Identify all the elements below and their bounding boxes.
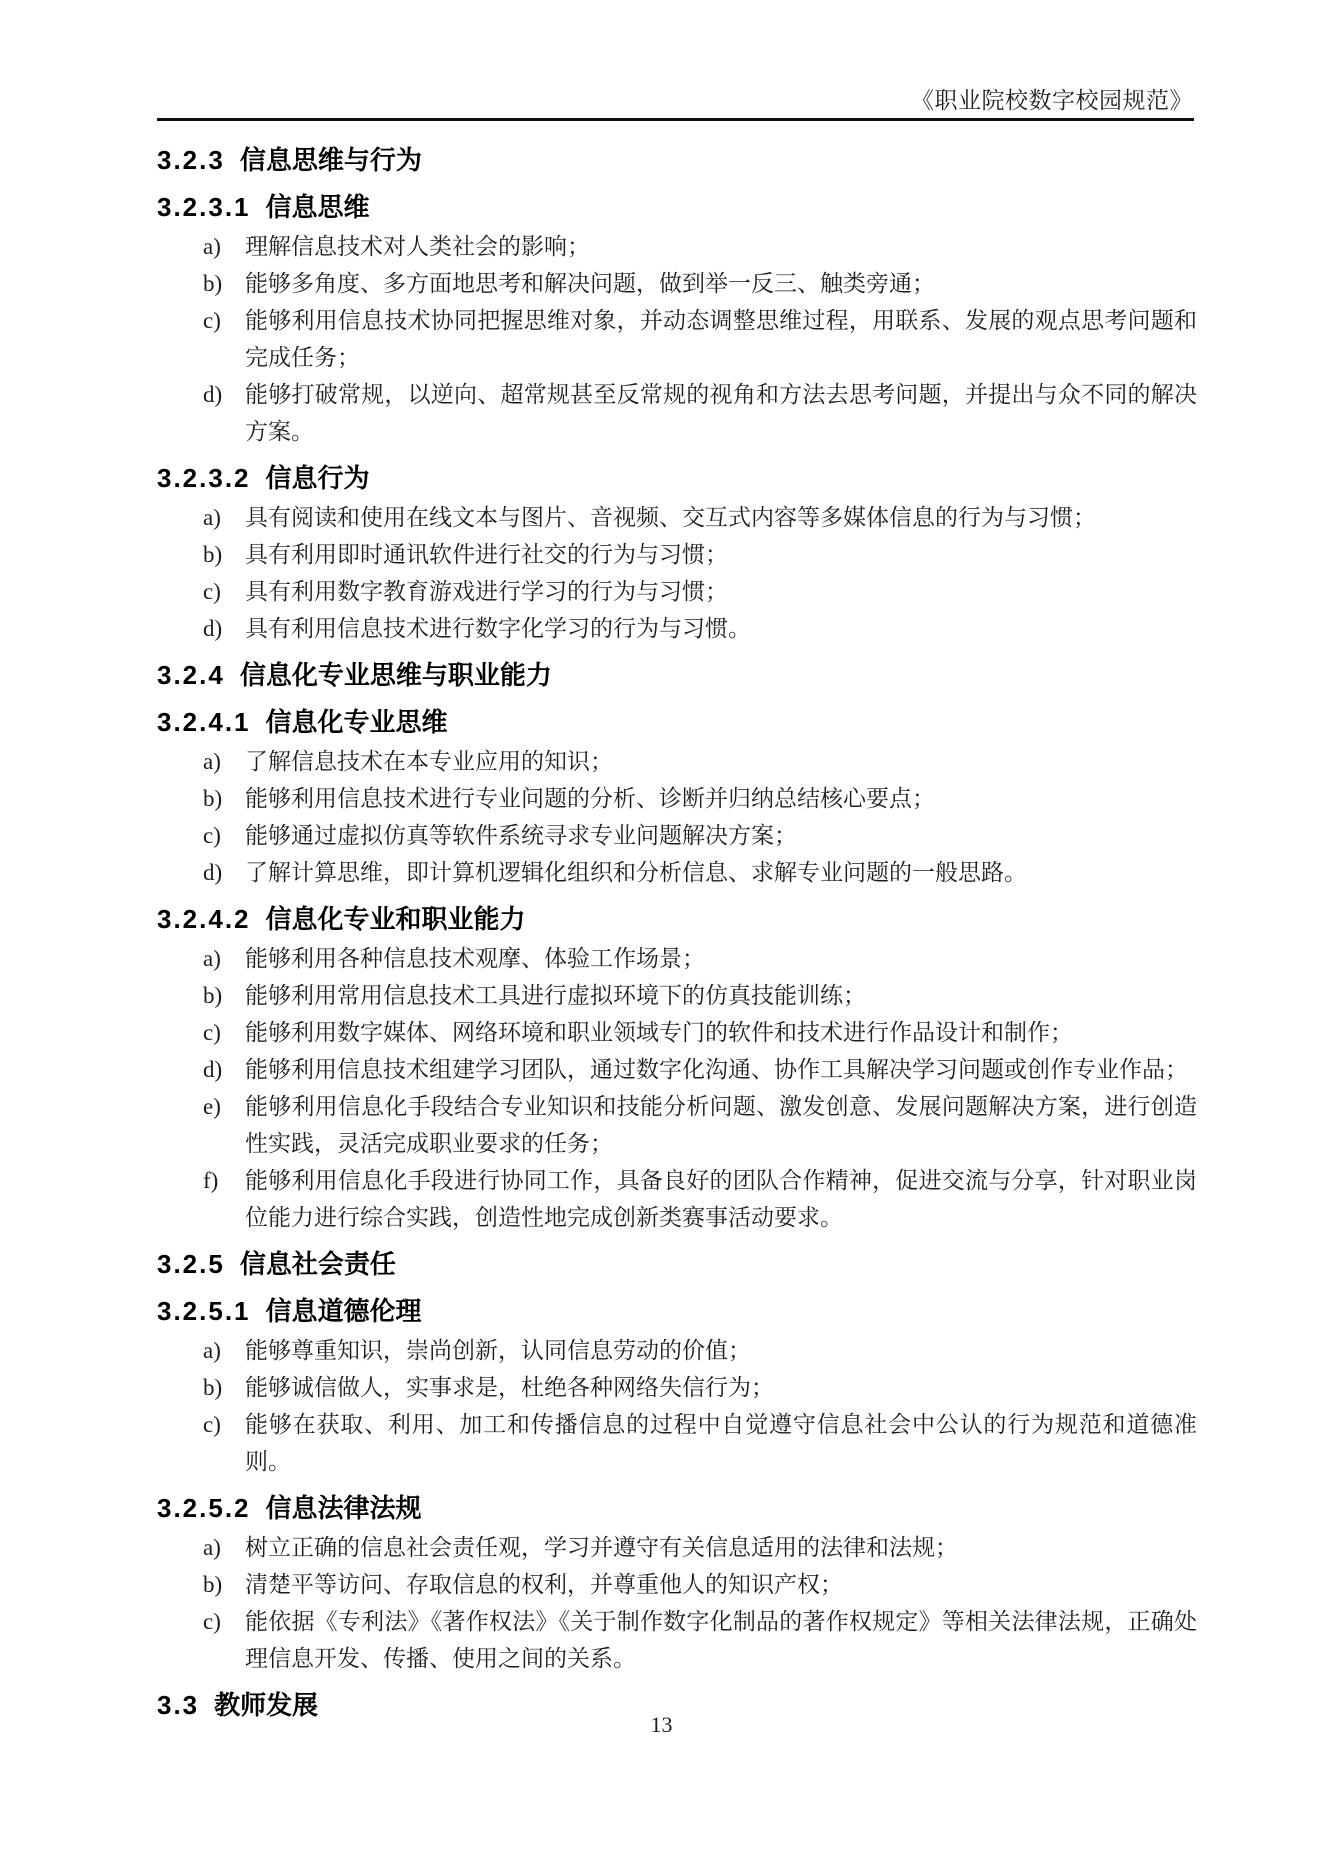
- section-heading-3-2-3-1: [157, 189, 1197, 226]
- list-item-text: 理解信息技术对人类社会的影响；: [245, 234, 590, 259]
- ordered-list-3-2-4-1: [157, 743, 1197, 891]
- section-title: 信息法律法规: [265, 1493, 422, 1523]
- list-item: [157, 854, 1197, 891]
- list-item: [157, 1529, 1197, 1566]
- list-item-marker: a): [203, 749, 221, 774]
- list-item-marker: d): [203, 1057, 223, 1082]
- list-item: [157, 977, 1197, 1014]
- list-item-text: 能够利用数字媒体、网络环境和职业领域专门的软件和技术进行作品设计和制作；: [245, 1020, 1073, 1045]
- list-item: [157, 1369, 1197, 1406]
- section-title: 信息思维与行为: [239, 145, 422, 175]
- ordered-list-3-2-3-1: [157, 228, 1197, 450]
- list-item: [157, 1162, 1197, 1236]
- list-item-marker: a): [203, 1338, 221, 1363]
- list-item: [157, 499, 1197, 536]
- list-item-marker: a): [203, 505, 221, 530]
- list-item: [157, 817, 1197, 854]
- section-heading-3-2-3-2: [157, 460, 1197, 497]
- ordered-list-3-2-5-2: [157, 1529, 1197, 1677]
- list-item-marker: f): [203, 1168, 219, 1193]
- list-item: [157, 536, 1197, 573]
- section-heading-3-2-3: [157, 142, 1197, 179]
- section-number: 3.2.3: [157, 145, 225, 175]
- section-number: 3.2.3.2: [157, 463, 251, 493]
- list-item-text: 具有利用数字教育游戏进行学习的行为与习惯；: [245, 579, 728, 604]
- list-item-marker: b): [203, 542, 223, 567]
- list-item-marker: b): [203, 983, 223, 1008]
- list-item: [157, 743, 1197, 780]
- list-item-marker: c): [203, 823, 221, 848]
- section-heading-3-2-5-1: [157, 1293, 1197, 1330]
- section-title: 信息思维: [265, 192, 370, 222]
- list-item: [157, 1603, 1197, 1677]
- section-heading-3-2-5-2: [157, 1490, 1197, 1527]
- list-item-text: 了解计算思维，即计算机逻辑化组织和分析信息、求解专业问题的一般思路。: [245, 860, 1027, 885]
- section-title: 信息社会责任: [239, 1249, 396, 1279]
- section-title: 信息化专业和职业能力: [265, 904, 526, 934]
- section-number: 3.2.3.1: [157, 192, 251, 222]
- list-item-text: 能够通过虚拟仿真等软件系统寻求专业问题解决方案；: [245, 823, 797, 848]
- section-number: 3.3: [157, 1690, 200, 1720]
- list-item-text: 能依据《专利法》《著作权法》《关于制作数字化制品的著作权规定》等相关法律法规，正确处理信息开发、传播、使用之间的关系。: [245, 1609, 1197, 1671]
- list-item-marker: b): [203, 786, 223, 811]
- list-item-text: 树立正确的信息社会责任观，学习并遵守有关信息适用的法律和法规；: [245, 1535, 958, 1560]
- section-heading-3-2-4: [157, 657, 1197, 694]
- list-item: [157, 1566, 1197, 1603]
- header-rule: [157, 118, 1194, 121]
- section-title: 信息化专业思维: [265, 707, 448, 737]
- list-item: [157, 302, 1197, 376]
- list-item-marker: b): [203, 1375, 223, 1400]
- ordered-list-3-2-3-2: [157, 499, 1197, 647]
- list-item-text: 了解信息技术在本专业应用的知识；: [245, 749, 613, 774]
- list-item-marker: c): [203, 1609, 221, 1634]
- list-item-text: 能够打破常规，以逆向、超常规甚至反常规的视角和方法去思考问题，并提出与众不同的解决方案。: [245, 382, 1197, 444]
- section-heading-3-2-4-1: [157, 704, 1197, 741]
- list-item-marker: d): [203, 382, 223, 407]
- list-item-marker: d): [203, 860, 223, 885]
- list-item-text: 能够利用信息化手段结合专业知识和技能分析问题、激发创意、发展问题解决方案，进行创造性实践，灵活完成职业要求的任务；: [245, 1094, 1197, 1156]
- section-number: 3.2.4.2: [157, 904, 251, 934]
- list-item: [157, 228, 1197, 265]
- page-content: [157, 132, 1197, 1726]
- section-number: 3.2.5.1: [157, 1296, 251, 1326]
- ordered-list-3-2-5-1: [157, 1332, 1197, 1480]
- list-item-marker: c): [203, 579, 221, 604]
- list-item-text: 能够在获取、利用、加工和传播信息的过程中自觉遵守信息社会中公认的行为规范和道德准则。: [245, 1412, 1197, 1474]
- list-item: [157, 1051, 1197, 1088]
- list-item: [157, 940, 1197, 977]
- list-item: [157, 610, 1197, 647]
- section-title: 教师发展: [214, 1690, 319, 1720]
- list-item: [157, 573, 1197, 610]
- section-heading-3-2-5: [157, 1246, 1197, 1283]
- list-item-marker: c): [203, 1412, 221, 1437]
- list-item-text: 能够利用信息技术协同把握思维对象，并动态调整思维过程，用联系、发展的观点思考问题和完成任务；: [245, 308, 1197, 370]
- ordered-list-3-2-4-2: [157, 940, 1197, 1236]
- list-item-text: 能够利用信息技术进行专业问题的分析、诊断并归纳总结核心要点；: [245, 786, 935, 811]
- list-item-marker: b): [203, 1572, 223, 1597]
- list-item-text: 能够多角度、多方面地思考和解决问题，做到举一反三、触类旁通；: [245, 271, 935, 296]
- list-item: [157, 265, 1197, 302]
- page-number: 13: [650, 1712, 673, 1737]
- list-item-marker: d): [203, 616, 223, 641]
- list-item-text: 具有利用信息技术进行数字化学习的行为与习惯。: [245, 616, 751, 641]
- list-item-text: 具有利用即时通讯软件进行社交的行为与习惯；: [245, 542, 728, 567]
- section-number: 3.2.4.1: [157, 707, 251, 737]
- list-item-marker: a): [203, 1535, 221, 1560]
- list-item: [157, 1088, 1197, 1162]
- list-item-text: 能够利用信息技术组建学习团队，通过数字化沟通、协作工具解决学习问题或创作专业作品；: [245, 1057, 1188, 1082]
- section-number: 3.2.4: [157, 660, 225, 690]
- list-item-text: 清楚平等访问、存取信息的权利，并尊重他人的知识产权；: [245, 1572, 843, 1597]
- list-item-text: 具有阅读和使用在线文本与图片、音视频、交互式内容等多媒体信息的行为与习惯；: [245, 505, 1096, 530]
- list-item: [157, 1406, 1197, 1480]
- list-item-text: 能够利用各种信息技术观摩、体验工作场景；: [245, 946, 705, 971]
- list-item: [157, 376, 1197, 450]
- section-title: 信息行为: [265, 463, 370, 493]
- section-number: 3.2.5: [157, 1249, 225, 1279]
- list-item-text: 能够利用常用信息技术工具进行虚拟环境下的仿真技能训练；: [245, 983, 866, 1008]
- list-item-marker: a): [203, 946, 221, 971]
- section-heading-3-2-4-2: [157, 901, 1197, 938]
- list-item-text: 能够尊重知识，崇尚创新，认同信息劳动的价值；: [245, 1338, 751, 1363]
- section-title: 信息道德伦理: [265, 1296, 422, 1326]
- section-number: 3.2.5.2: [157, 1493, 251, 1523]
- document-header-title: 《职业院校数字校园规范》: [911, 88, 1193, 113]
- list-item-text: 能够利用信息化手段进行协同工作，具备良好的团队合作精神，促进交流与分享，针对职业岗位能力进行综合实践，创造性地完成创新类赛事活动要求。: [245, 1168, 1197, 1230]
- list-item: [157, 1014, 1197, 1051]
- list-item-marker: b): [203, 271, 223, 296]
- list-item-marker: c): [203, 1020, 221, 1045]
- list-item-text: 能够诚信做人，实事求是，杜绝各种网络失信行为；: [245, 1375, 774, 1400]
- section-title: 信息化专业思维与职业能力: [239, 660, 552, 690]
- list-item-marker: c): [203, 308, 221, 333]
- list-item-marker: e): [203, 1094, 221, 1119]
- list-item: [157, 780, 1197, 817]
- list-item: [157, 1332, 1197, 1369]
- list-item-marker: a): [203, 234, 221, 259]
